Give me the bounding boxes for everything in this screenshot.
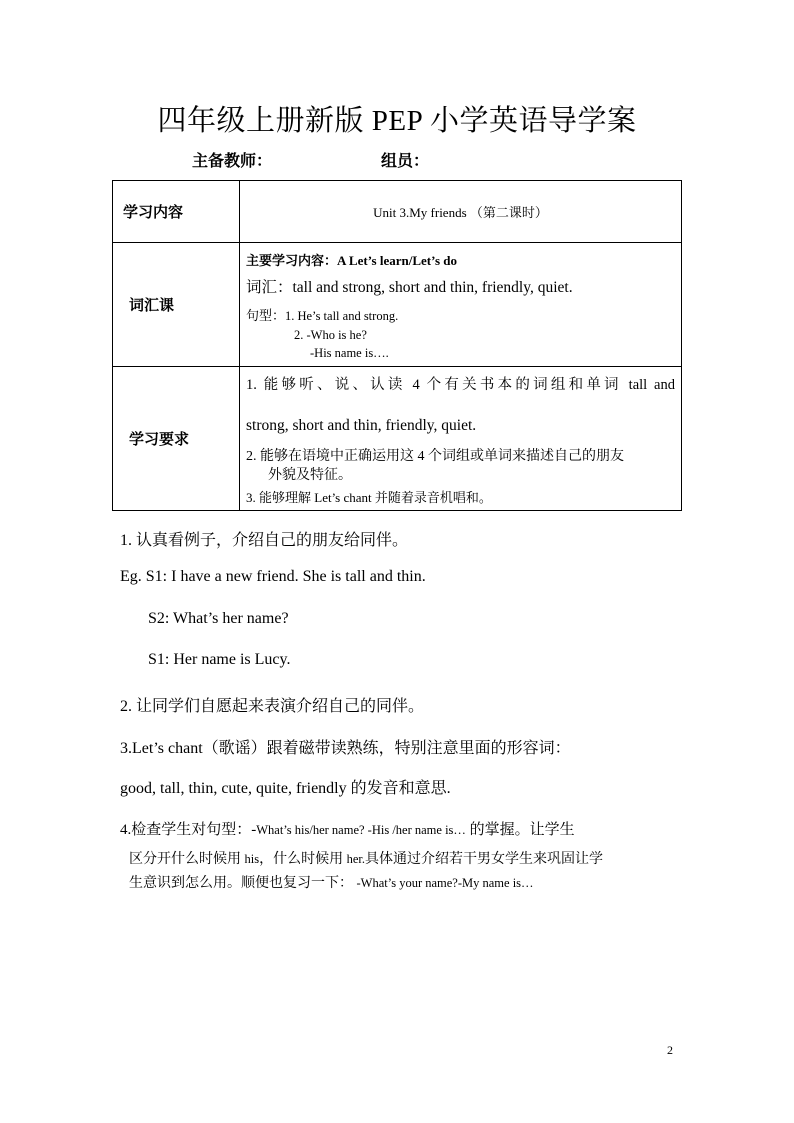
example-s1-reply: S1: Her name is Lucy. (148, 651, 291, 668)
step-4-line2 (129, 848, 603, 868)
requirements-cell (240, 367, 682, 511)
main-content-heading: 主要学习内容：A Let’s learn/Let’s do (246, 252, 457, 268)
pattern-3: -His name is…. (310, 345, 389, 360)
requirement-2 (246, 447, 675, 485)
unit-title-cell: Unit 3.My friends （第二课时） (240, 181, 682, 243)
step-3-adjectives: good, tall, thin, cute, quite, friendly 的发音和意思. (120, 780, 451, 797)
teacher-label: 主备教师： (192, 153, 273, 170)
table-row-vocabulary (113, 243, 682, 367)
row-label-vocabulary: 词汇课 (113, 243, 240, 367)
row-label-content: 学习内容 (113, 181, 240, 243)
requirement-1: 1. 能够听、说、认读 4 个有关书本的词组和单词 tall and (246, 376, 675, 393)
table-row-requirements (113, 367, 682, 511)
page-title: 四年级上册新版 PEP 小学英语导学案 (157, 105, 637, 137)
requirement-2-line1: 2. 能够在语境中正确运用这 4 个词组或单词来描述自己的朋友 (246, 448, 624, 464)
example-s2: S2: What’s her name? (148, 610, 289, 627)
pattern-1: 1. He’s tall and strong. (285, 308, 399, 323)
step-4-line2-e: 具体通过介绍若干男女学生来巩固让学 (365, 852, 603, 867)
vocabulary-cell (240, 243, 682, 367)
step-4-line3-pattern: -What’s your name?-My name is… (356, 876, 534, 890)
lesson-plan-table (112, 180, 682, 511)
pattern-2: 2. -Who is he? (294, 327, 367, 342)
step-4-line2-her: her. (346, 852, 365, 866)
pattern-prefix: 句型： (246, 307, 286, 323)
row-label-requirements: 学习要求 (113, 367, 240, 511)
requirement-3: 3. 能够理解 Let’s chant 并随着录音机唱和。 (246, 489, 492, 505)
page-number: 2 (667, 1043, 673, 1057)
step-4-line2-his: his (244, 852, 260, 866)
requirement-1-words: strong, short and thin, friendly, quiet. (246, 416, 477, 434)
step-4-part2: 的掌握。让学生 (465, 822, 575, 838)
step-4 (120, 818, 575, 839)
step-2: 2. 让同学们自愿起来表演介绍自己的同伴。 (120, 698, 425, 715)
example-s1: Eg. S1: I have a new friend. She is tall and thin. (120, 568, 426, 585)
step-4-pattern: What’s his/her name? -His /her name is… (256, 823, 466, 837)
requirement-2-line2: 外貌及特征。 (268, 467, 352, 483)
step-4-part1: 4.检查学生对句型：- (120, 822, 257, 838)
step-4-line2-a: 区分开什么时候用 (129, 852, 245, 867)
step-1: 1. 认真看例子，介绍自己的朋友给同伴。 (120, 532, 409, 549)
step-4-line3-a: 生意识到怎么用。顺便也复习一下： (129, 876, 357, 891)
step-3: 3.Let’s chant（歌谣）跟着磁带读熟练，特别注意里面的形容词： (120, 740, 571, 757)
step-4-line2-c: ，什么时候用 (259, 852, 347, 867)
vocabulary-words: 词汇：tall and strong, short and thin, friendly, quiet. (246, 278, 573, 296)
sentence-patterns (246, 306, 675, 362)
table-row-content (113, 181, 682, 243)
step-4-line3 (129, 872, 534, 892)
member-label: 组员： (381, 153, 430, 170)
